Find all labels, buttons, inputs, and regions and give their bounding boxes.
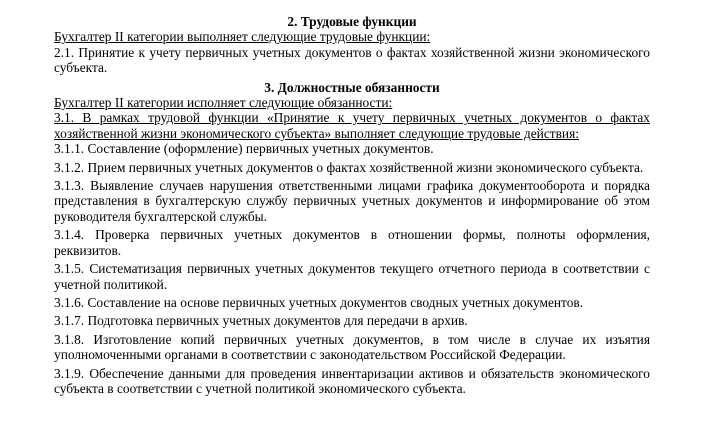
paragraph-3-1-1: 3.1.1. Составление (оформление) первичных учетных документов. xyxy=(54,141,434,157)
paragraph-3-1-4: 3.1.4. Проверка первичных учетных документов в отношении формы, полноты оформления, реквизитов. xyxy=(54,227,650,258)
paragraph-3-1-2: 3.1.2. Прием первичных учетных документов о фактах хозяйственной жизни экономического субъекта. xyxy=(54,159,644,175)
section-2-intro: Бухгалтер II категории выполняет следующие трудовые функции: xyxy=(54,29,431,45)
section-3-intro: Бухгалтер II категории исполняет следующие обязанности: xyxy=(54,95,393,111)
paragraph-3-1-8: 3.1.8. Изготовление копий первичных учетных документов, в том числе в случае их изъятия уполномоченными органами в соответствии с законодательством Российской Федерации. xyxy=(54,331,650,363)
subsection-3-1: 3.1. В рамках трудовой функции «Принятие к учету первичных учетных документов о фактах хозяйственной жизни экономического субъекта» выполняет следующие трудовые действия: xyxy=(54,110,650,141)
paragraph-3-1-3: 3.1.3. Выявление случаев нарушения ответственными лицами графика документооборота и порядка представления в бухгалтерскую службу первичных учетных документов и информирование об этом руководителя бухгалтерской службы. xyxy=(54,178,650,224)
paragraph-3-1-7: 3.1.7. Подготовка первичных учетных документов для передачи в архив. xyxy=(54,313,468,329)
paragraph-3-1-6: 3.1.6. Составление на основе первичных учетных документов сводных учетных документов. xyxy=(54,294,584,310)
paragraph-2-1: 2.1. Принятие к учету первичных учетных документов о фактах хозяйственной жизни экономического субъекта. xyxy=(54,44,650,76)
document-page xyxy=(54,14,650,399)
paragraph-3-1-9: 3.1.9. Обеспечение данными для проведения инвентаризации активов и обязательств экономического субъекта в соответствии с учетной политикой экономического субъекта. xyxy=(54,365,650,396)
section-2-heading: 2. Трудовые функции xyxy=(287,14,417,29)
paragraph-3-1-5: 3.1.5. Систематизация первичных учетных документов текущего отчетного периода в соответствии с учетной политикой. xyxy=(54,261,650,292)
section-3-heading: 3. Должностные обязанности xyxy=(264,79,440,95)
